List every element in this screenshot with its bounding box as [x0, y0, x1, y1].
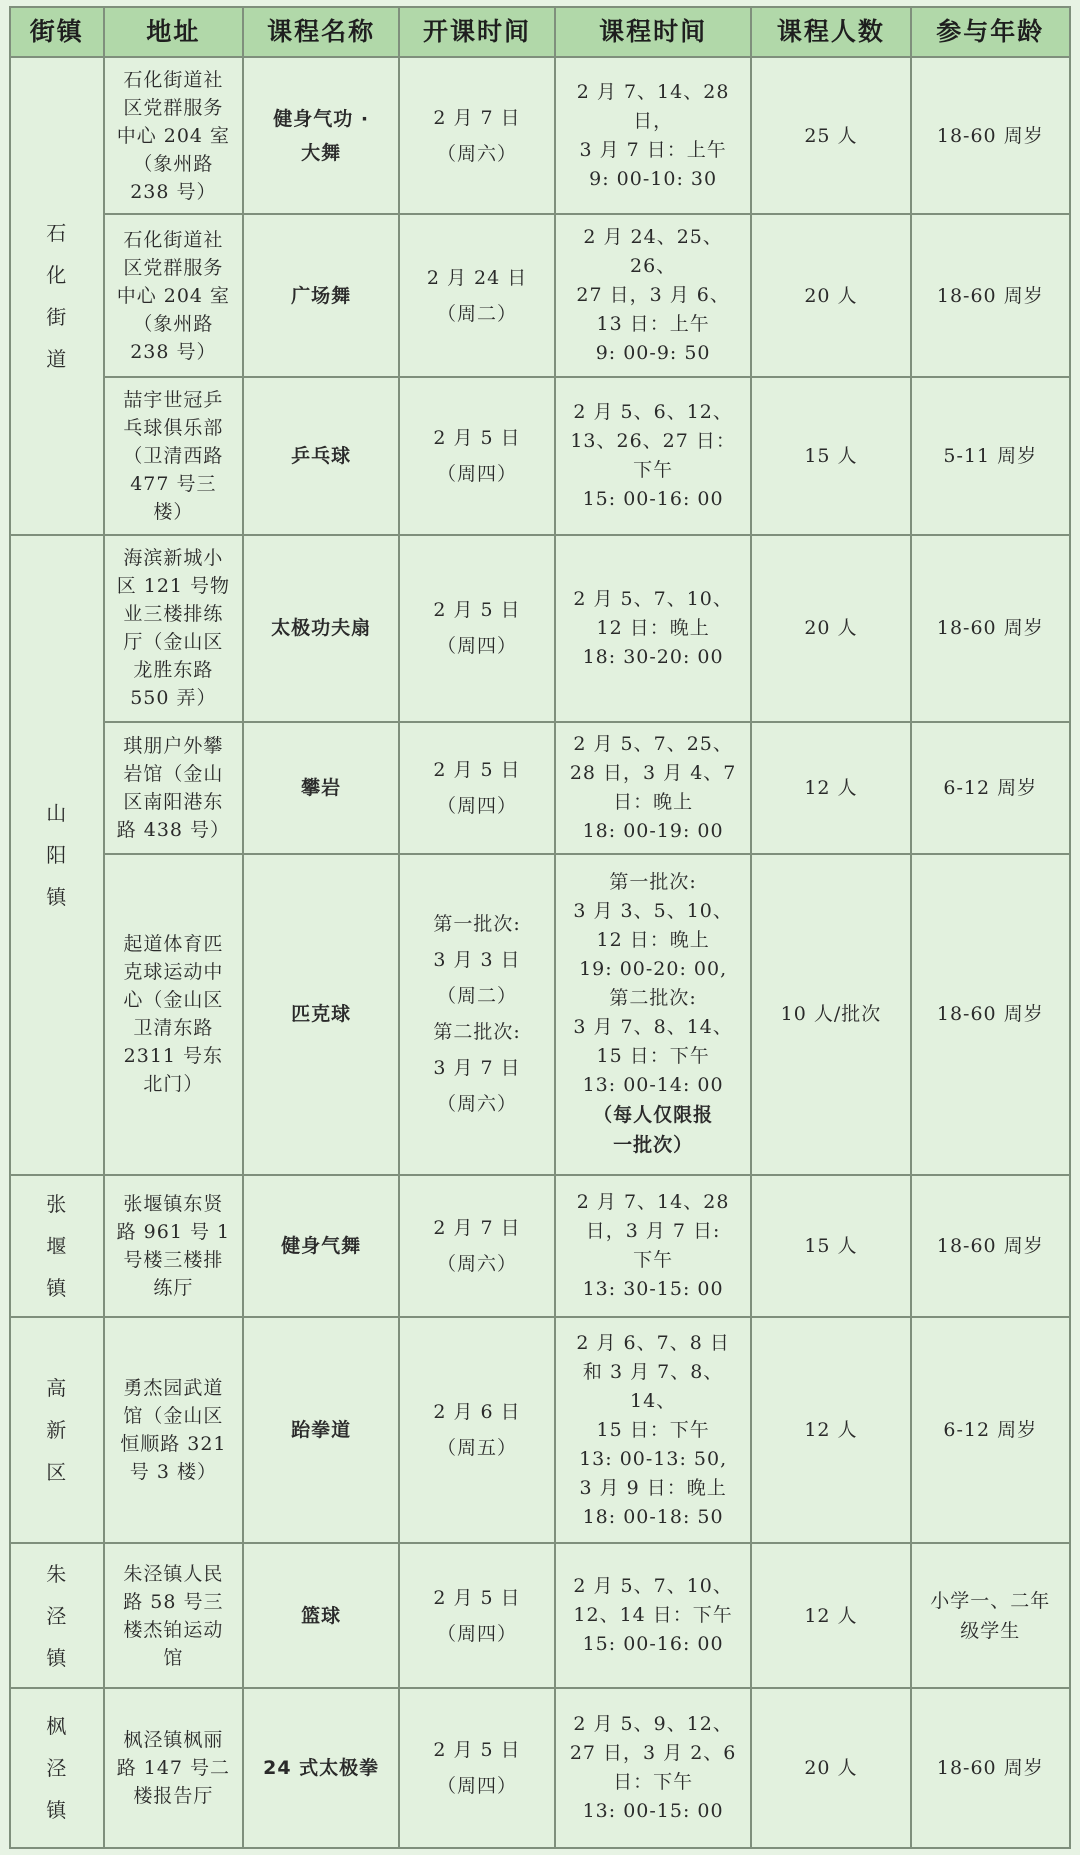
start-date-cell: 2 月 7 日 （周六） — [399, 1175, 555, 1317]
capacity-cell: 20 人 — [751, 214, 910, 377]
address-cell: 喆宇世冠乒 乓球俱乐部 （卫清西路 477 号三 楼） — [104, 377, 244, 534]
start-date-cell: 2 月 5 日 （周四） — [399, 722, 555, 854]
header-course-time: 课程时间 — [555, 7, 751, 57]
course-time-text: 第一批次: 3 月 3、5、10、 12 日：晚上 19: 00-20: 00, 第二批次: 3 月 7、8、14、 15 日：下午 13: 00-14: 00 — [573, 871, 733, 1097]
table-header-row — [10, 7, 1070, 57]
capacity-cell: 15 人 — [751, 377, 910, 534]
table-row — [10, 535, 1070, 723]
town-cell: 张 堰 镇 — [10, 1175, 104, 1317]
address-cell: 琪朋户外攀 岩馆（金山 区南阳港东 路 438 号） — [104, 722, 244, 854]
start-date-cell: 2 月 7 日 （周六） — [399, 57, 555, 214]
age-cell: 18-60 周岁 — [911, 1175, 1070, 1317]
capacity-cell: 20 人 — [751, 1688, 910, 1848]
age-cell: 6-12 周岁 — [911, 722, 1070, 854]
address-cell: 枫泾镇枫丽 路 147 号二 楼报告厅 — [104, 1688, 244, 1848]
course-name-cell: 广场舞 — [243, 214, 399, 377]
start-date-cell: 2 月 24 日 （周二） — [399, 214, 555, 377]
town-cell: 山 阳 镇 — [10, 535, 104, 1175]
header-start-date: 开课时间 — [399, 7, 555, 57]
age-cell: 6-12 周岁 — [911, 1317, 1070, 1542]
course-name-cell: 24 式太极拳 — [243, 1688, 399, 1848]
capacity-cell: 12 人 — [751, 1543, 910, 1689]
header-course-name: 课程名称 — [243, 7, 399, 57]
course-time-cell: 2 月 7、14、28 日，3 月 7 日: 下午 13: 30-15: 00 — [555, 1175, 751, 1317]
address-cell: 朱泾镇人民 路 58 号三 楼杰铂运动 馆 — [104, 1543, 244, 1689]
address-cell: 起道体育匹 克球运动中 心（金山区 卫清东路 2311 号东 北门） — [104, 854, 244, 1175]
course-name-cell: 跆拳道 — [243, 1317, 399, 1542]
start-date-cell: 第一批次: 3 月 3 日 （周二） 第二批次: 3 月 7 日 （周六） — [399, 854, 555, 1175]
course-time-cell: 2 月 6、7、8 日 和 3 月 7、8、14、 15 日：下午 13: 00-13: 50, 3 月 9 日：晚上 18: 00-18: 50 — [555, 1317, 751, 1542]
course-time-cell: 2 月 5、7、10、 12、14 日：下午 15: 00-16: 00 — [555, 1543, 751, 1689]
age-cell: 5-11 周岁 — [911, 377, 1070, 534]
table-row — [10, 57, 1070, 214]
table-row — [10, 1543, 1070, 1689]
course-time-cell: 2 月 5、7、25、 28 日，3 月 4、7 日：晚上 18: 00-19: 00 — [555, 722, 751, 854]
table-row — [10, 722, 1070, 854]
table-row — [10, 377, 1070, 534]
capacity-cell: 15 人 — [751, 1175, 910, 1317]
enrollment-note: （每人仅限报 一批次） — [593, 1104, 714, 1157]
age-cell: 18-60 周岁 — [911, 535, 1070, 723]
capacity-cell: 25 人 — [751, 57, 910, 214]
table-row — [10, 854, 1070, 1175]
start-date-cell: 2 月 5 日 （周四） — [399, 377, 555, 534]
course-name-cell: 攀岩 — [243, 722, 399, 854]
address-cell: 石化街道社 区党群服务 中心 204 室 （象州路 238 号） — [104, 214, 244, 377]
address-cell: 海滨新城小 区 121 号物 业三楼排练 厅（金山区 龙胜东路 550 弄） — [104, 535, 244, 723]
header-age-range: 参与年龄 — [911, 7, 1070, 57]
town-cell: 枫 泾 镇 — [10, 1688, 104, 1848]
course-name-cell: 篮球 — [243, 1543, 399, 1689]
start-date-cell: 2 月 5 日 （周四） — [399, 1688, 555, 1848]
address-cell: 勇杰园武道 馆（金山区 恒顺路 321 号 3 楼） — [104, 1317, 244, 1542]
course-time-cell — [555, 854, 751, 1175]
table-row — [10, 1317, 1070, 1542]
course-time-cell: 2 月 5、9、12、 27 日，3 月 2、6 日：下午 13: 00-15: 00 — [555, 1688, 751, 1848]
town-cell: 朱 泾 镇 — [10, 1543, 104, 1689]
capacity-cell: 12 人 — [751, 1317, 910, 1542]
course-name-cell: 健身气舞 — [243, 1175, 399, 1317]
capacity-cell: 12 人 — [751, 722, 910, 854]
start-date-cell: 2 月 5 日 （周四） — [399, 1543, 555, 1689]
course-name-cell: 健身气功 · 大舞 — [243, 57, 399, 214]
course-time-cell: 2 月 24、25、26、 27 日，3 月 6、 13 日：上午 9: 00-9: 50 — [555, 214, 751, 377]
course-name-cell: 匹克球 — [243, 854, 399, 1175]
course-name-cell: 乒乓球 — [243, 377, 399, 534]
address-cell: 石化街道社 区党群服务 中心 204 室 （象州路 238 号） — [104, 57, 244, 214]
age-cell: 18-60 周岁 — [911, 854, 1070, 1175]
table-row — [10, 1175, 1070, 1317]
start-date-cell: 2 月 6 日 （周五） — [399, 1317, 555, 1542]
course-time-cell: 2 月 5、6、12、 13、26、27 日： 下午 15: 00-16: 00 — [555, 377, 751, 534]
header-address: 地址 — [104, 7, 244, 57]
course-time-cell: 2 月 5、7、10、 12 日：晚上 18: 30-20: 00 — [555, 535, 751, 723]
start-date-cell: 2 月 5 日 （周四） — [399, 535, 555, 723]
address-cell: 张堰镇东贤 路 961 号 1 号楼三楼排 练厅 — [104, 1175, 244, 1317]
table-row — [10, 214, 1070, 377]
header-town: 街镇 — [10, 7, 104, 57]
capacity-cell: 10 人/批次 — [751, 854, 910, 1175]
course-schedule-table — [9, 6, 1071, 1849]
town-cell: 高 新 区 — [10, 1317, 104, 1542]
age-cell: 18-60 周岁 — [911, 57, 1070, 214]
age-cell: 18-60 周岁 — [911, 1688, 1070, 1848]
capacity-cell: 20 人 — [751, 535, 910, 723]
course-name-cell: 太极功夫扇 — [243, 535, 399, 723]
town-cell: 石 化 街 道 — [10, 57, 104, 535]
age-cell: 小学一、二年 级学生 — [911, 1543, 1070, 1689]
course-time-cell: 2 月 7、14、28 日， 3 月 7 日：上午 9: 00-10: 30 — [555, 57, 751, 214]
table-row — [10, 1688, 1070, 1848]
header-course-capacity: 课程人数 — [751, 7, 910, 57]
age-cell: 18-60 周岁 — [911, 214, 1070, 377]
